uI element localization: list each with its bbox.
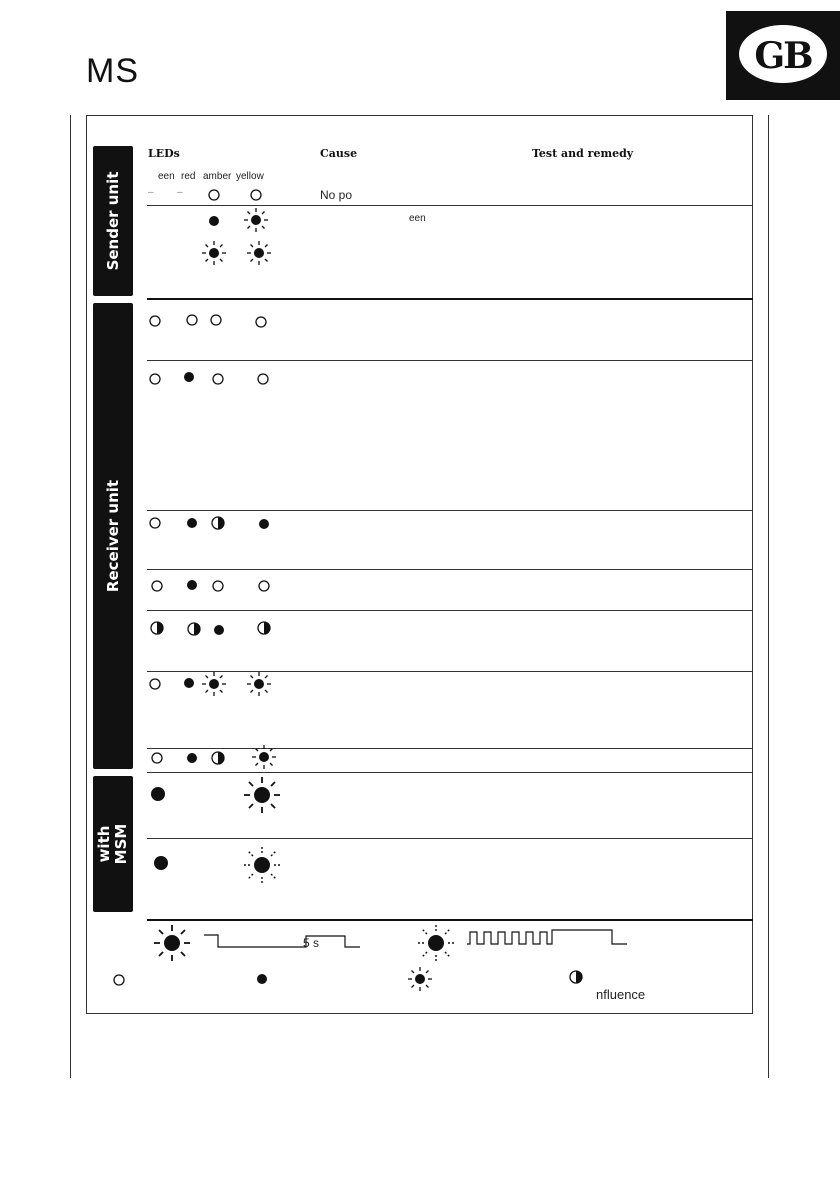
msm-label-line1: with (95, 825, 113, 863)
timer-label: 5 s (303, 936, 320, 950)
col-red: red (181, 171, 196, 182)
header-leds: LEDs (148, 147, 180, 160)
receiver-unit-label: Receiver unit (104, 479, 122, 593)
msm-label-line2: MSM (112, 823, 130, 865)
col-yellow: yellow (236, 171, 264, 182)
dash-red: – (177, 187, 183, 198)
header-cause: Cause (320, 147, 358, 160)
badge-text: GB (754, 34, 812, 77)
influence-label: nfluence (596, 987, 646, 1002)
sender-unit-label: Sender unit (104, 171, 122, 271)
dash-green: – (148, 187, 154, 198)
col-amber: amber (203, 171, 232, 182)
header-test-remedy: Test and remedy (532, 147, 634, 160)
sender-row1-cause: No po (320, 188, 353, 202)
sender-row2-text: een (409, 213, 426, 224)
col-green: een (158, 171, 175, 182)
page-title: MS (86, 52, 139, 90)
